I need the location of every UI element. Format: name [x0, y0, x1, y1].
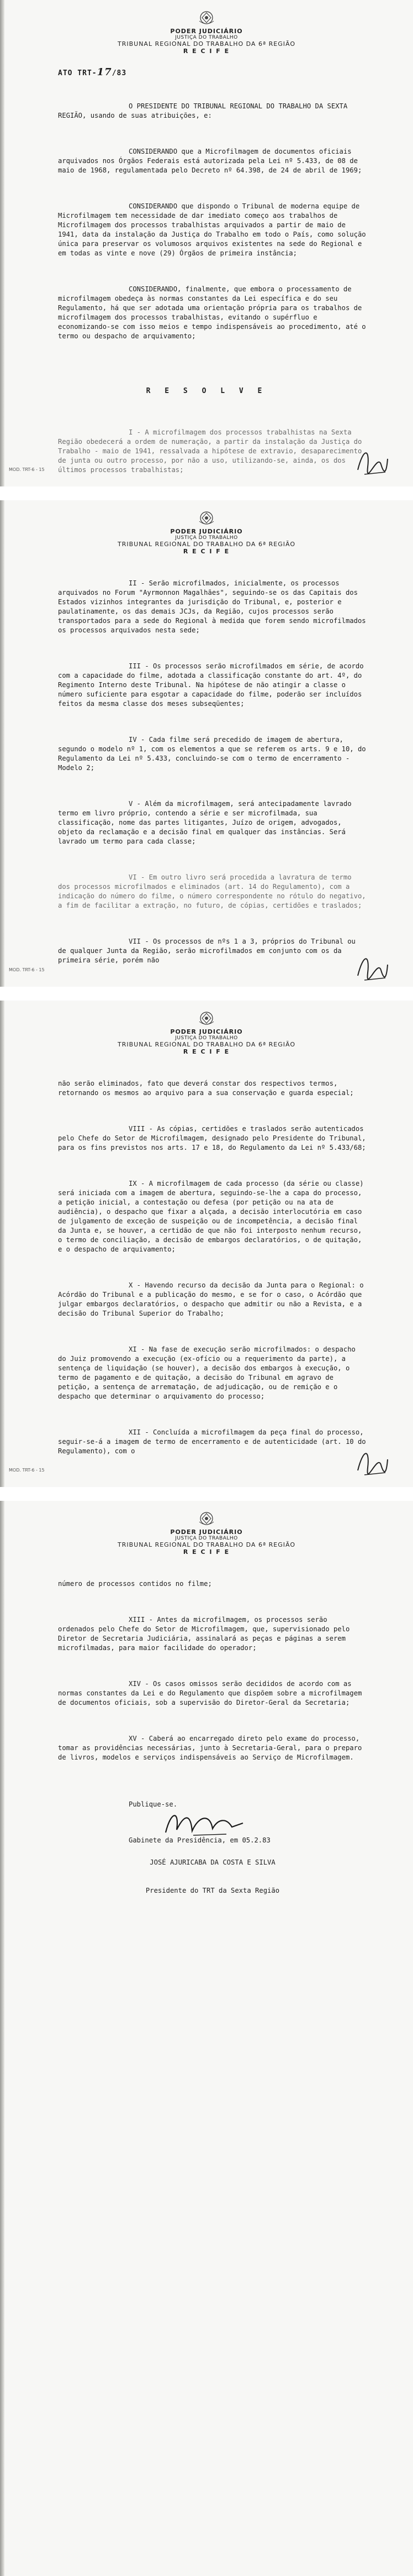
rubric-signature-icon	[353, 948, 392, 987]
document-page-3	[0, 1001, 413, 1487]
letterhead	[0, 10, 413, 55]
rubric-signature-icon	[353, 442, 392, 481]
letterhead-line-4: R E C I F E	[183, 1548, 230, 1556]
item-11: XI - Na fase de execução serão microfilmados: o despacho do Juiz promovendo a execução (ex-ofício ou a requerimento da parte), a sentença de liquidação (se houver), a decisão dos embargos à execução, o termo de pagamento e de quitação, a decisão do Tribunal em agravo de petição, a sentença de arrematação, de adjudicação, ou de remição e o despacho que determinar o arquivamento do processo;	[58, 1345, 360, 1400]
item-12-continued: número de processos contidos no filme;	[58, 1580, 212, 1588]
item-7-continued: não serão eliminados, fato que deverá constar dos respectivos termos, retornando os mesmos ao arquivo para a sua conservação e guarda especial;	[58, 1080, 354, 1097]
ato-number: 17	[97, 66, 112, 78]
item-12: XII - Concluída a microfilmagem da peça final do processo, seguir-se-á a imagem de termo de encerramento e de autenticidade (art. 10 do Regulamento), com o	[58, 1428, 370, 1455]
coat-of-arms-icon	[197, 510, 216, 527]
letterhead-line-2: JUSTIÇA DO TRABALHO	[175, 35, 238, 40]
publish-note: Publique-se.	[129, 1800, 178, 1808]
ato-label-text: ATO TRT-	[58, 69, 97, 77]
letterhead-line-3: TRIBUNAL REGIONAL DO TRABALHO DA 6ª REGIÃO	[117, 40, 295, 48]
considering-2: CONSIDERANDO que dispondo o Tribunal de moderna equipe de Microfilmagem tem necessidade de dar imediato começo aos trabalhos de Microfilmagem dos processos trabalhistas arquivados a partir de maio de 1941, data da instalação da Justiça do Trabalho em todo o País, como solução única para preservar os volumosos arquivos existentes na sede do Regional e em todas as vinte e nove (29) Órgãos de primeira instância;	[58, 202, 370, 257]
letterhead	[0, 1010, 413, 1055]
coat-of-arms-icon	[197, 1010, 216, 1027]
letterhead-line-2: JUSTIÇA DO TRABALHO	[175, 535, 238, 541]
item-6: VI - Em outro livro será procedida a lavratura de termo dos processos microfilmados e eliminados (art. 14 do Regulamento), com a indicação do número do filme, o número correspondente no rótulo do negativo, a fim de facilitar a extração, no futuro, de cópias, certidões e traslados;	[58, 873, 370, 909]
document-page-4	[0, 1501, 413, 2576]
signer-role: Presidente do TRT da Sexta Região	[145, 1887, 280, 1894]
coat-of-arms-icon	[197, 1511, 216, 1527]
letterhead-line-2: JUSTIÇA DO TRABALHO	[175, 1035, 238, 1041]
item-13: XIII - Antes da microfilmagem, os processos serão ordenados pelo Chefe do Setor de Microfilmagem, que, supervisionado pelo Diretor de Secretaria Judiciária, assinalará as peças e páginas a serem microfilmadas, para maior facilidade do operador;	[58, 1616, 354, 1652]
letterhead-line-1: PODER JUDICIÁRIO	[170, 1028, 243, 1035]
letterhead	[0, 510, 413, 555]
form-code: MOD. TRT-6 - 15	[9, 967, 45, 972]
letterhead-line-3: TRIBUNAL REGIONAL DO TRABALHO DA 6ª REGIÃO	[117, 541, 295, 548]
item-10: X - Havendo recurso da decisão da Junta para o Regional: o Acórdão do Tribunal e a publicação do mesmo, e se for o caso, o Acórdão que julgar embargos declaratórios, o despacho que admitir ou não a Revista, e a decisão do Tribunal Superior do Trabalho;	[58, 1281, 368, 1317]
letterhead-line-3: TRIBUNAL REGIONAL DO TRABALHO DA 6ª REGIÃO	[117, 1541, 295, 1548]
page-1-item-1	[58, 409, 367, 486]
considering-3: CONSIDERANDO, finalmente, que embora o processamento de microfilmagem obedeça às normas constantes da Lei específica e do seu Regulamento, há que ser adotada uma orientação própria para os trabalhos de microfilmagem dos processos trabalhistas, evitando o supérfluo e economizando-se com isso meios e tempo indispensáveis ao procedimento, até o termo ou despacho de arquivamento;	[58, 285, 370, 340]
ato-title	[58, 66, 126, 78]
considering-1: CONSIDERANDO que a Microfilmagem de documentos oficiais arquivados nos Órgãos Federais está autorizada pela Lei nº 5.433, de 08 de maio de 1968, regulamentada pelo Decreto nº 64.398, de 24 de abril de 1969;	[58, 148, 362, 174]
item-5: V - Além da microfilmagem, será antecipadamente lavrado termo em livro próprio, contendo a série e ser microfilmada, sua classificação, nome das partes litigantes, Juízo de origem, advogados, objeto da reclamação e a decisão final em qualquer das instâncias. Será lavrado um termo para cada classe;	[58, 800, 356, 845]
page-3-body	[58, 1060, 370, 1483]
form-code: MOD. TRT-6 - 15	[9, 1468, 45, 1473]
ato-year: /83	[112, 69, 127, 77]
item-4: IV - Cada filme será precedido de imagem de abertura, segundo o modelo nº 1, com os elementos a que se referem os arts. 9 e 10, do Regulamento da Lei nº 5.433, concluindo-se com o termo de encerramento - Modelo 2;	[58, 736, 370, 772]
item-2: II - Serão microfilmados, inicialmente, os processos arquivados no Forum "Ayrmonnon Magalhães", seguindo-se os das Capitais dos Estados vizinhos integrantes da jurisdição do Tribunal, e, posterior e paulatinamente, os das demais JCJs, da Região, cujos processos serão transportados para a sede do Regional à medida que forem sendo microfilmados os processos arquivados nesta sede;	[58, 579, 370, 634]
document-page-1	[0, 0, 413, 486]
letterhead-line-3: TRIBUNAL REGIONAL DO TRABALHO DA 6ª REGIÃO	[117, 1041, 295, 1048]
letterhead-line-2: JUSTIÇA DO TRABALHO	[175, 1536, 238, 1541]
letterhead-line-4: R E C I F E	[183, 1048, 230, 1055]
form-code: MOD. TRT-6 - 15	[9, 467, 45, 472]
place-date: Gabinete da Presidência, em 05.2.83	[129, 1836, 271, 1844]
intro-paragraph: O PRESIDENTE DO TRIBUNAL REGIONAL DO TRABALHO DA SEXTA REGIÃO, usando de suas atribuições, e:	[58, 102, 352, 119]
page-2-body	[58, 560, 370, 987]
handwritten-signature	[160, 1808, 248, 1841]
letterhead	[0, 1511, 413, 1556]
item-15: XV - Caberá ao encarregado direto pelo exame do processo, tomar as providências necessárias, junto à Secretaria-Geral, para o preparo de livros, modelos e serviços indispensáveis ao Serviço de Microfilmagem.	[58, 1735, 366, 1761]
item-9: IX - A microfilmagem de cada processo (da série ou classe) será iniciada com a imagem de abertura, seguindo-se-lhe a capa do processo, a petição inicial, a contestação ou defesa (por petição ou na ata de audiência), o despacho que fixar a alçada, a decisão interlocutória em caso de julgamento de exceção de suspeição ou de incompetência, a decisão final da Junta e, se houver, a certidão de que não foi interposto nenhum recurso, o termo de conciliação, a decisão de embargos declaratórios, o de quitação, e o despacho de arquivamento;	[58, 1180, 368, 1253]
signature-block	[58, 1839, 367, 1914]
coat-of-arms-icon	[197, 10, 216, 27]
item-7: VII - Os processos de nºs 1 a 3, próprios do Tribunal ou de qualquer Junta da Região, serão microfilmados em conjunto com os da primeira série, porém não	[58, 938, 360, 964]
letterhead-line-1: PODER JUDICIÁRIO	[170, 1528, 243, 1536]
signer-name: JOSÉ AJURICABA DA COSTA E SILVA	[150, 1858, 276, 1866]
page-1-body	[58, 83, 370, 368]
letterhead-line-1: PODER JUDICIÁRIO	[170, 28, 243, 35]
item-8: VIII - As cópias, certidões e traslados serão autenticados pelo Chefe do Setor de Microfilmagem, designado pelo Presidente do Tribunal, para os fins previstos nos arts. 17 e 18, do Regulamento da Lei nº 5.433/68;	[58, 1125, 370, 1151]
item-14: XIV - Os casos omissos serão decididos de acordo com as normas constantes da Lei e do Regulamento que dispõem sobre a microfilmagem de documentos oficiais, sob a supervisão do Diretor-Geral da Secretaria;	[58, 1680, 366, 1706]
item-1: I - A microfilmagem dos processos trabalhistas na Sexta Região obedecerá a ordem de numeração, a partir da instalação da Justiça do Trabalho - maio de 1941, ressalvada a hipótese de extravio, desaparecimento de junta ou outro processo, por não a uso, utilizando-se, ainda, os dos últimos processos trabalhistas;	[58, 428, 366, 474]
rubric-signature-icon	[353, 1443, 392, 1481]
letterhead-line-4: R E C I F E	[183, 548, 230, 555]
item-3: III - Os processos serão microfilmados em série, de acordo com a capacidade do filme, adotada a classificação constante do art. 4º, do Regimento Interno deste Tribunal. Na hipótese de não atingir a classe o número suficiente para esgotar a capacidade do filme, poderão ser incluídos feitos da mesma classe dos meses subseqüentes;	[58, 662, 368, 708]
resolve-heading: R E S O L V E	[146, 387, 267, 395]
document-page-2	[0, 500, 413, 987]
letterhead-line-1: PODER JUDICIÁRIO	[170, 528, 243, 535]
letterhead-line-4: R E C I F E	[183, 48, 230, 55]
